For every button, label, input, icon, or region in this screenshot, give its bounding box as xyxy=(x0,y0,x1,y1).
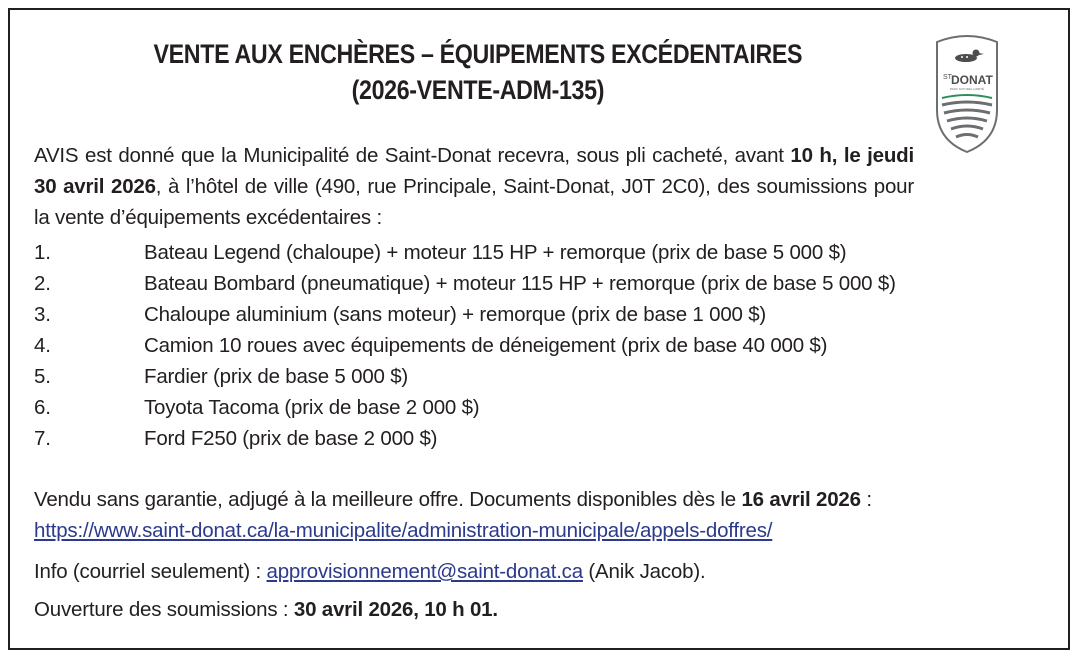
item-number: 3. xyxy=(34,303,51,326)
list-item xyxy=(34,268,896,299)
sale-colon: : xyxy=(860,488,872,511)
documents-link[interactable]: https://www.saint-donat.ca/la-municipalite/administration-municipale/appels-doffres/ xyxy=(34,519,773,542)
intro-text-1: AVIS est donné que la Municipalité de Saint-Donat recevra, sous pli cacheté, avant xyxy=(34,144,791,167)
item-text: Chaloupe aluminium (sans moteur) + remorque (prix de base 1 000 $) xyxy=(144,303,767,326)
info-line xyxy=(34,556,705,587)
item-text: Bateau Bombard (pneumatique) + moteur 115 HP + remorque (prix de base 5 000 $) xyxy=(144,272,896,295)
item-number: 6. xyxy=(34,396,51,419)
logo-tagline: PARC NATUREL HABITÉ xyxy=(949,87,985,91)
list-item xyxy=(34,330,896,361)
info-label: Info (courriel seulement) : xyxy=(34,560,267,583)
saint-donat-logo xyxy=(934,28,1000,154)
item-number: 5. xyxy=(34,365,51,388)
intro-text-2: , à l’hôtel de ville (490, rue Principale, Saint-Donat, J0T 2C0), des soumissions pour la vente d’équipements excédentaires : xyxy=(34,175,914,229)
logo-name-main: DONAT xyxy=(951,73,993,87)
item-text: Toyota Tacoma (prix de base 2 000 $) xyxy=(144,396,480,419)
documents-date: 16 avril 2026 xyxy=(741,488,861,511)
deadline: 10 h, le jeudi 30 avril 2026 xyxy=(34,144,914,198)
equipment-list xyxy=(34,237,896,454)
title-line-2: (2026-VENTE-ADM-135) xyxy=(351,75,605,105)
opening-line xyxy=(34,594,498,625)
list-item xyxy=(34,361,896,392)
sale-terms xyxy=(34,484,872,515)
sale-text: Vendu sans garantie, adjugé à la meilleure offre. Documents disponibles dès le xyxy=(34,488,742,511)
list-item xyxy=(34,392,896,423)
item-text: Ford F250 (prix de base 2 000 $) xyxy=(144,427,438,450)
list-item xyxy=(34,423,896,454)
email-link[interactable]: approvisionnement@saint-donat.ca xyxy=(266,560,583,583)
list-item xyxy=(34,299,896,330)
title-line-1: VENTE AUX ENCHÈRES – ÉQUIPEMENTS EXCÉDENTAIRES xyxy=(153,39,803,69)
item-number: 7. xyxy=(34,427,51,450)
opening-date: 30 avril 2026, 10 h 01. xyxy=(293,598,498,621)
opening-label: Ouverture des soumissions : xyxy=(34,598,294,621)
intro-paragraph xyxy=(34,140,914,233)
item-number: 1. xyxy=(34,241,51,264)
contact-name: (Anik Jacob). xyxy=(582,560,706,583)
notice-frame xyxy=(8,8,1070,650)
documents-link-line xyxy=(34,515,772,546)
item-number: 4. xyxy=(34,334,51,357)
logo-name-top: ST xyxy=(943,74,952,81)
notice-title xyxy=(76,36,880,108)
item-text: Camion 10 roues avec équipements de déneigement (prix de base 40 000 $) xyxy=(144,334,828,357)
list-item xyxy=(34,237,896,268)
item-number: 2. xyxy=(34,272,51,295)
item-text: Fardier (prix de base 5 000 $) xyxy=(144,365,409,388)
item-text: Bateau Legend (chaloupe) + moteur 115 HP + remorque (prix de base 5 000 $) xyxy=(144,241,847,264)
